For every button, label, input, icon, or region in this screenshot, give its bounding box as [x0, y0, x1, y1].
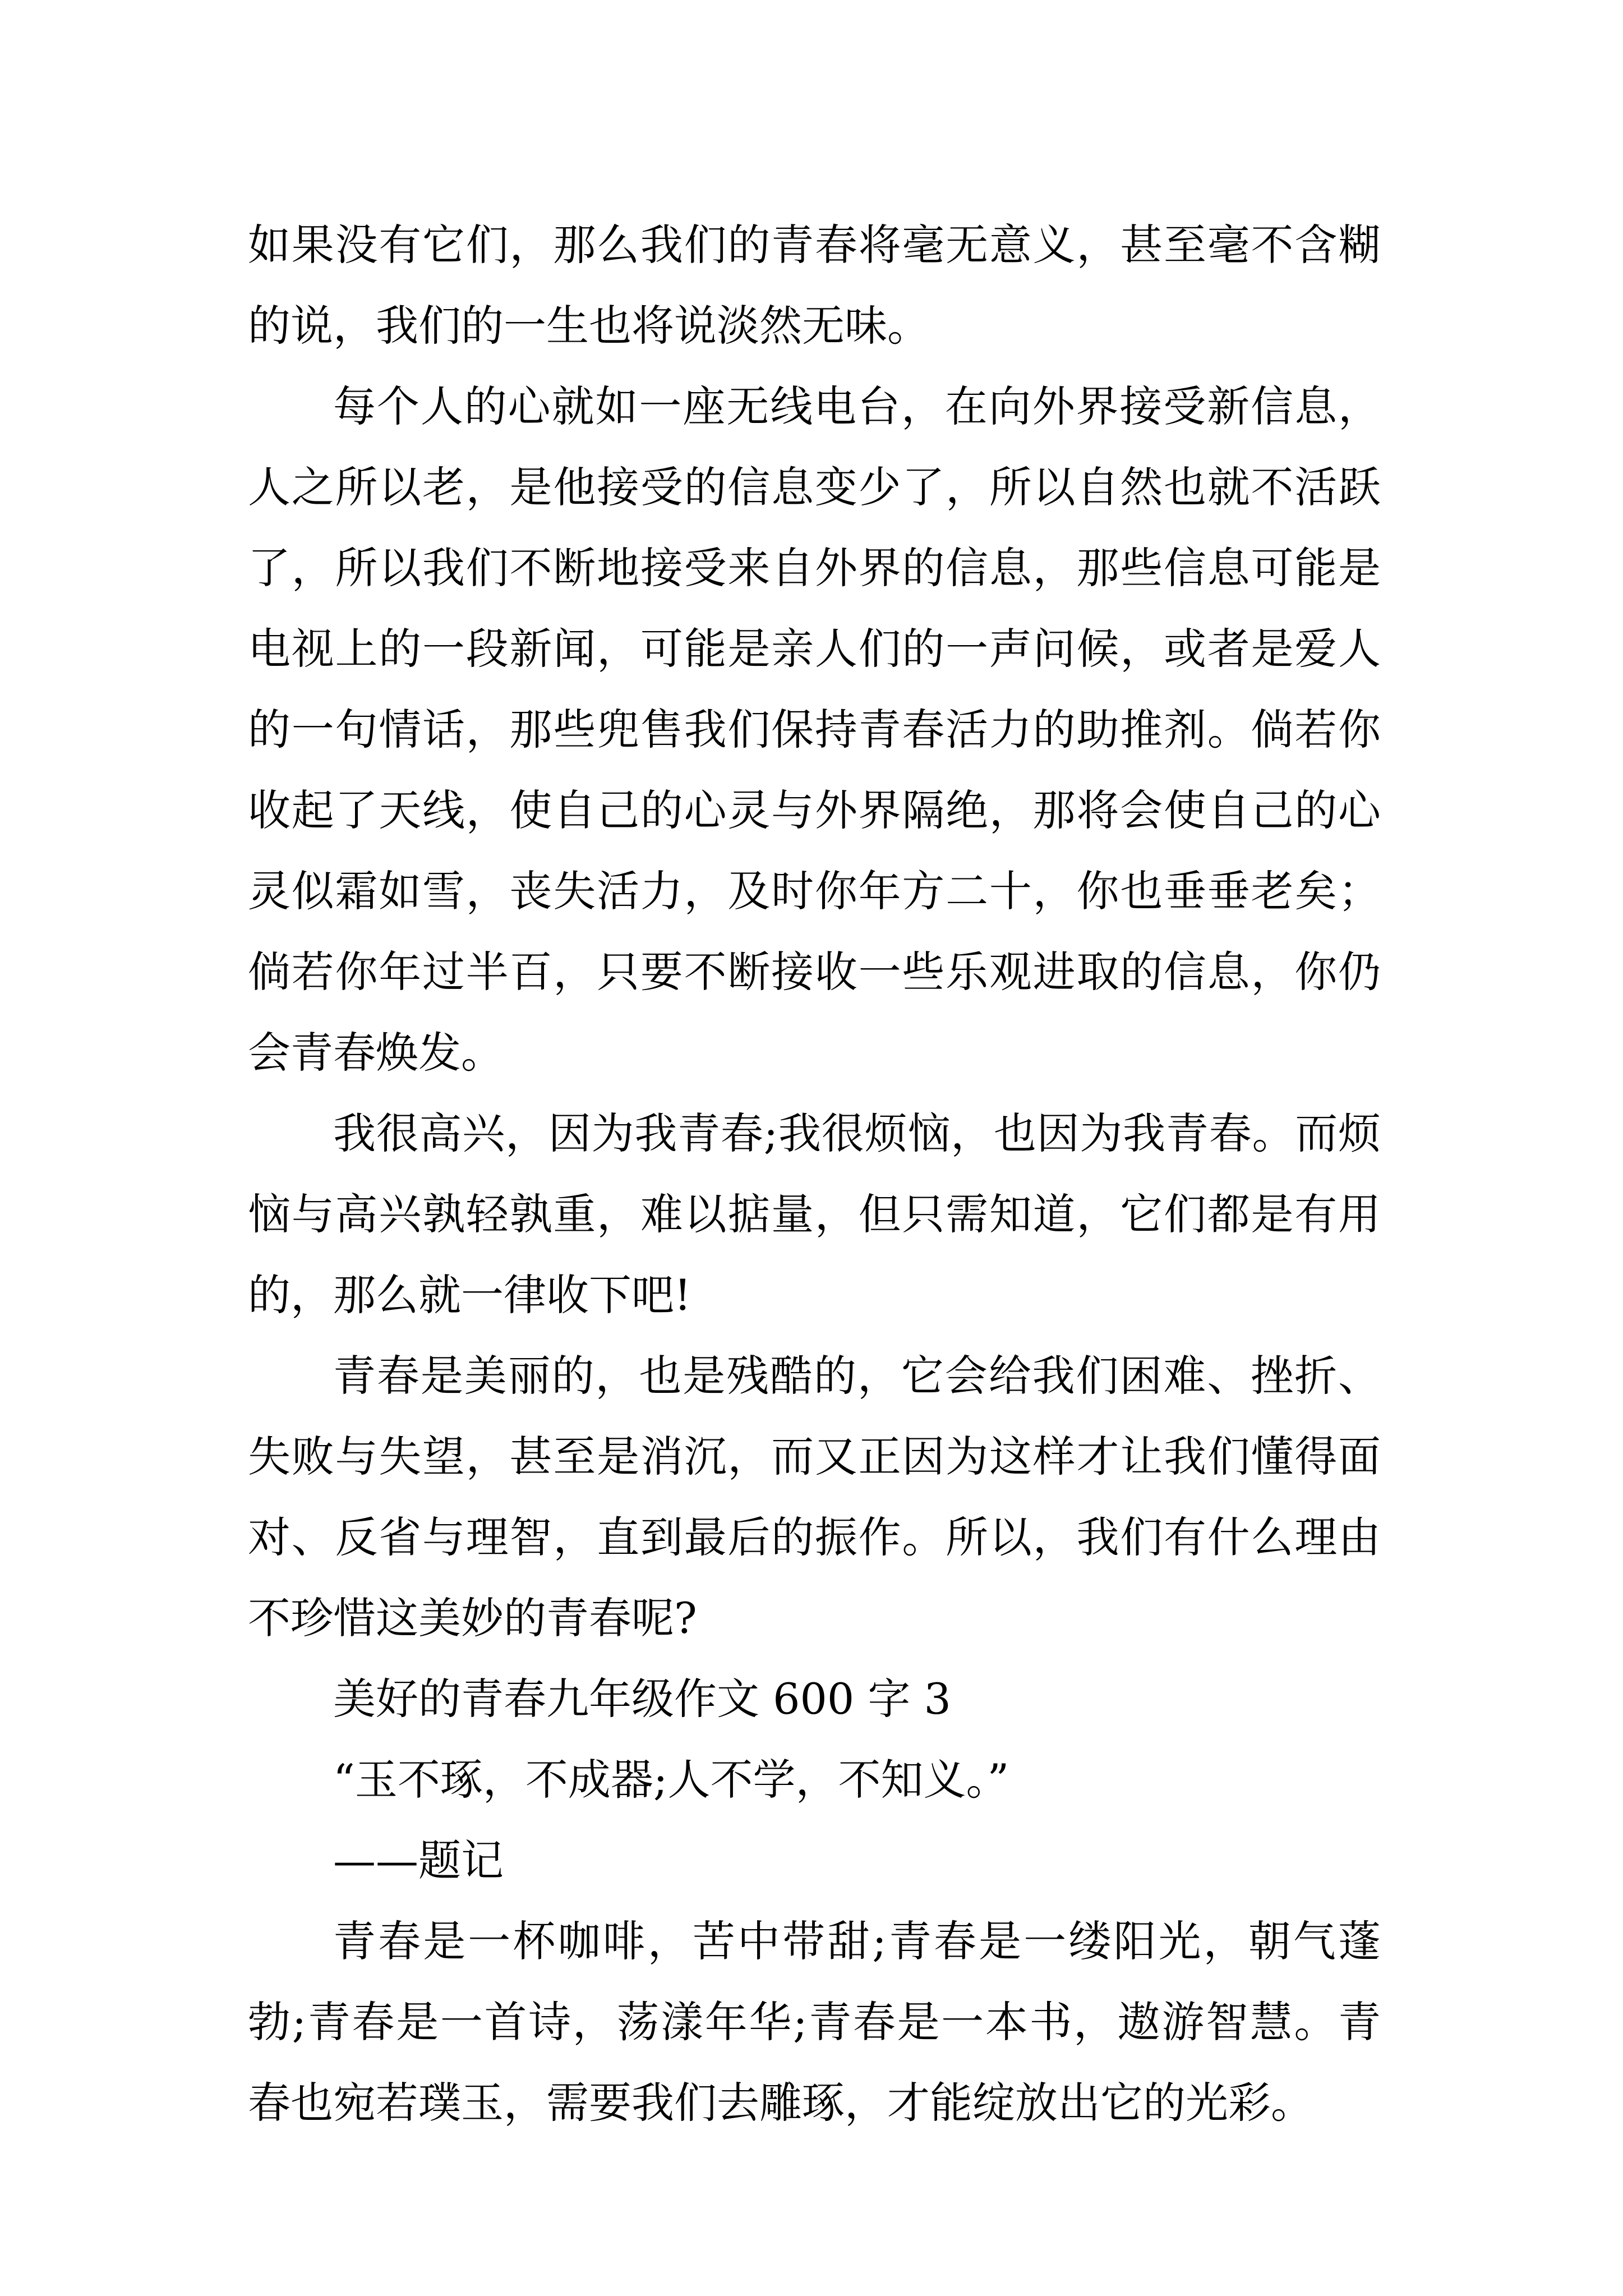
paragraph-youth-metaphors: 青春是一杯咖啡，苦中带甜;青春是一缕阳光，朝气蓬勃;青春是一首诗，荡漾年华;青春是一本书，遨游智慧。青春也宛若璞玉，需要我们去雕琢，才能绽放出它的光彩。: [248, 1916, 1381, 2128]
paragraph-beautiful-and-cruel: 青春是美丽的，也是残酷的，它会给我们困难、挫折、失败与失望，甚至是消沉，而又正因为这样才让我们懂得面对、反省与理智，直到最后的振作。所以，我们有什么理由不珍惜这美妙的青春呢?: [248, 1351, 1381, 1643]
document-body: [248, 205, 1381, 2143]
epigraph-quote: “玉不琢，不成器;人不学，不知义。”: [333, 1755, 1009, 1805]
epigraph-attribution: ——题记: [333, 1835, 504, 1885]
paragraph-continuation: 如果没有它们，那么我们的青春将毫无意义，甚至毫不含糊的说，我们的一生也将说淡然无味。: [248, 220, 1381, 351]
paragraph-radio-station: 每个人的心就如一座无线电台，在向外界接受新信息，人之所以老，是他接受的信息变少了，所以自然也就不活跃了，所以我们不断地接受来自外界的信息，那些信息可能是电视上的一段新闻，可能是亲人们的一声问候，或者是爱人的一句情话，那些兜售我们保持青春活力的助推剂。倘若你收起了天线，使自己的心灵与外界隔绝，那将会使自己的心灵似霜如雪，丧失活力，及时你年方二十，你也垂垂老矣；倘若你年过半百，只要不断接收一些乐观进取的信息，你仍会青春焕发。: [248, 381, 1381, 1078]
essay-heading: 美好的青春九年级作文 600 字 3: [333, 1674, 951, 1724]
paragraph-happy-and-worried: 我很高兴，因为我青春;我很烦恼，也因为我青春。而烦恼与高兴孰轻孰重，难以掂量，但只需知道，它们都是有用的，那么就一律收下吧!: [248, 1108, 1381, 1320]
